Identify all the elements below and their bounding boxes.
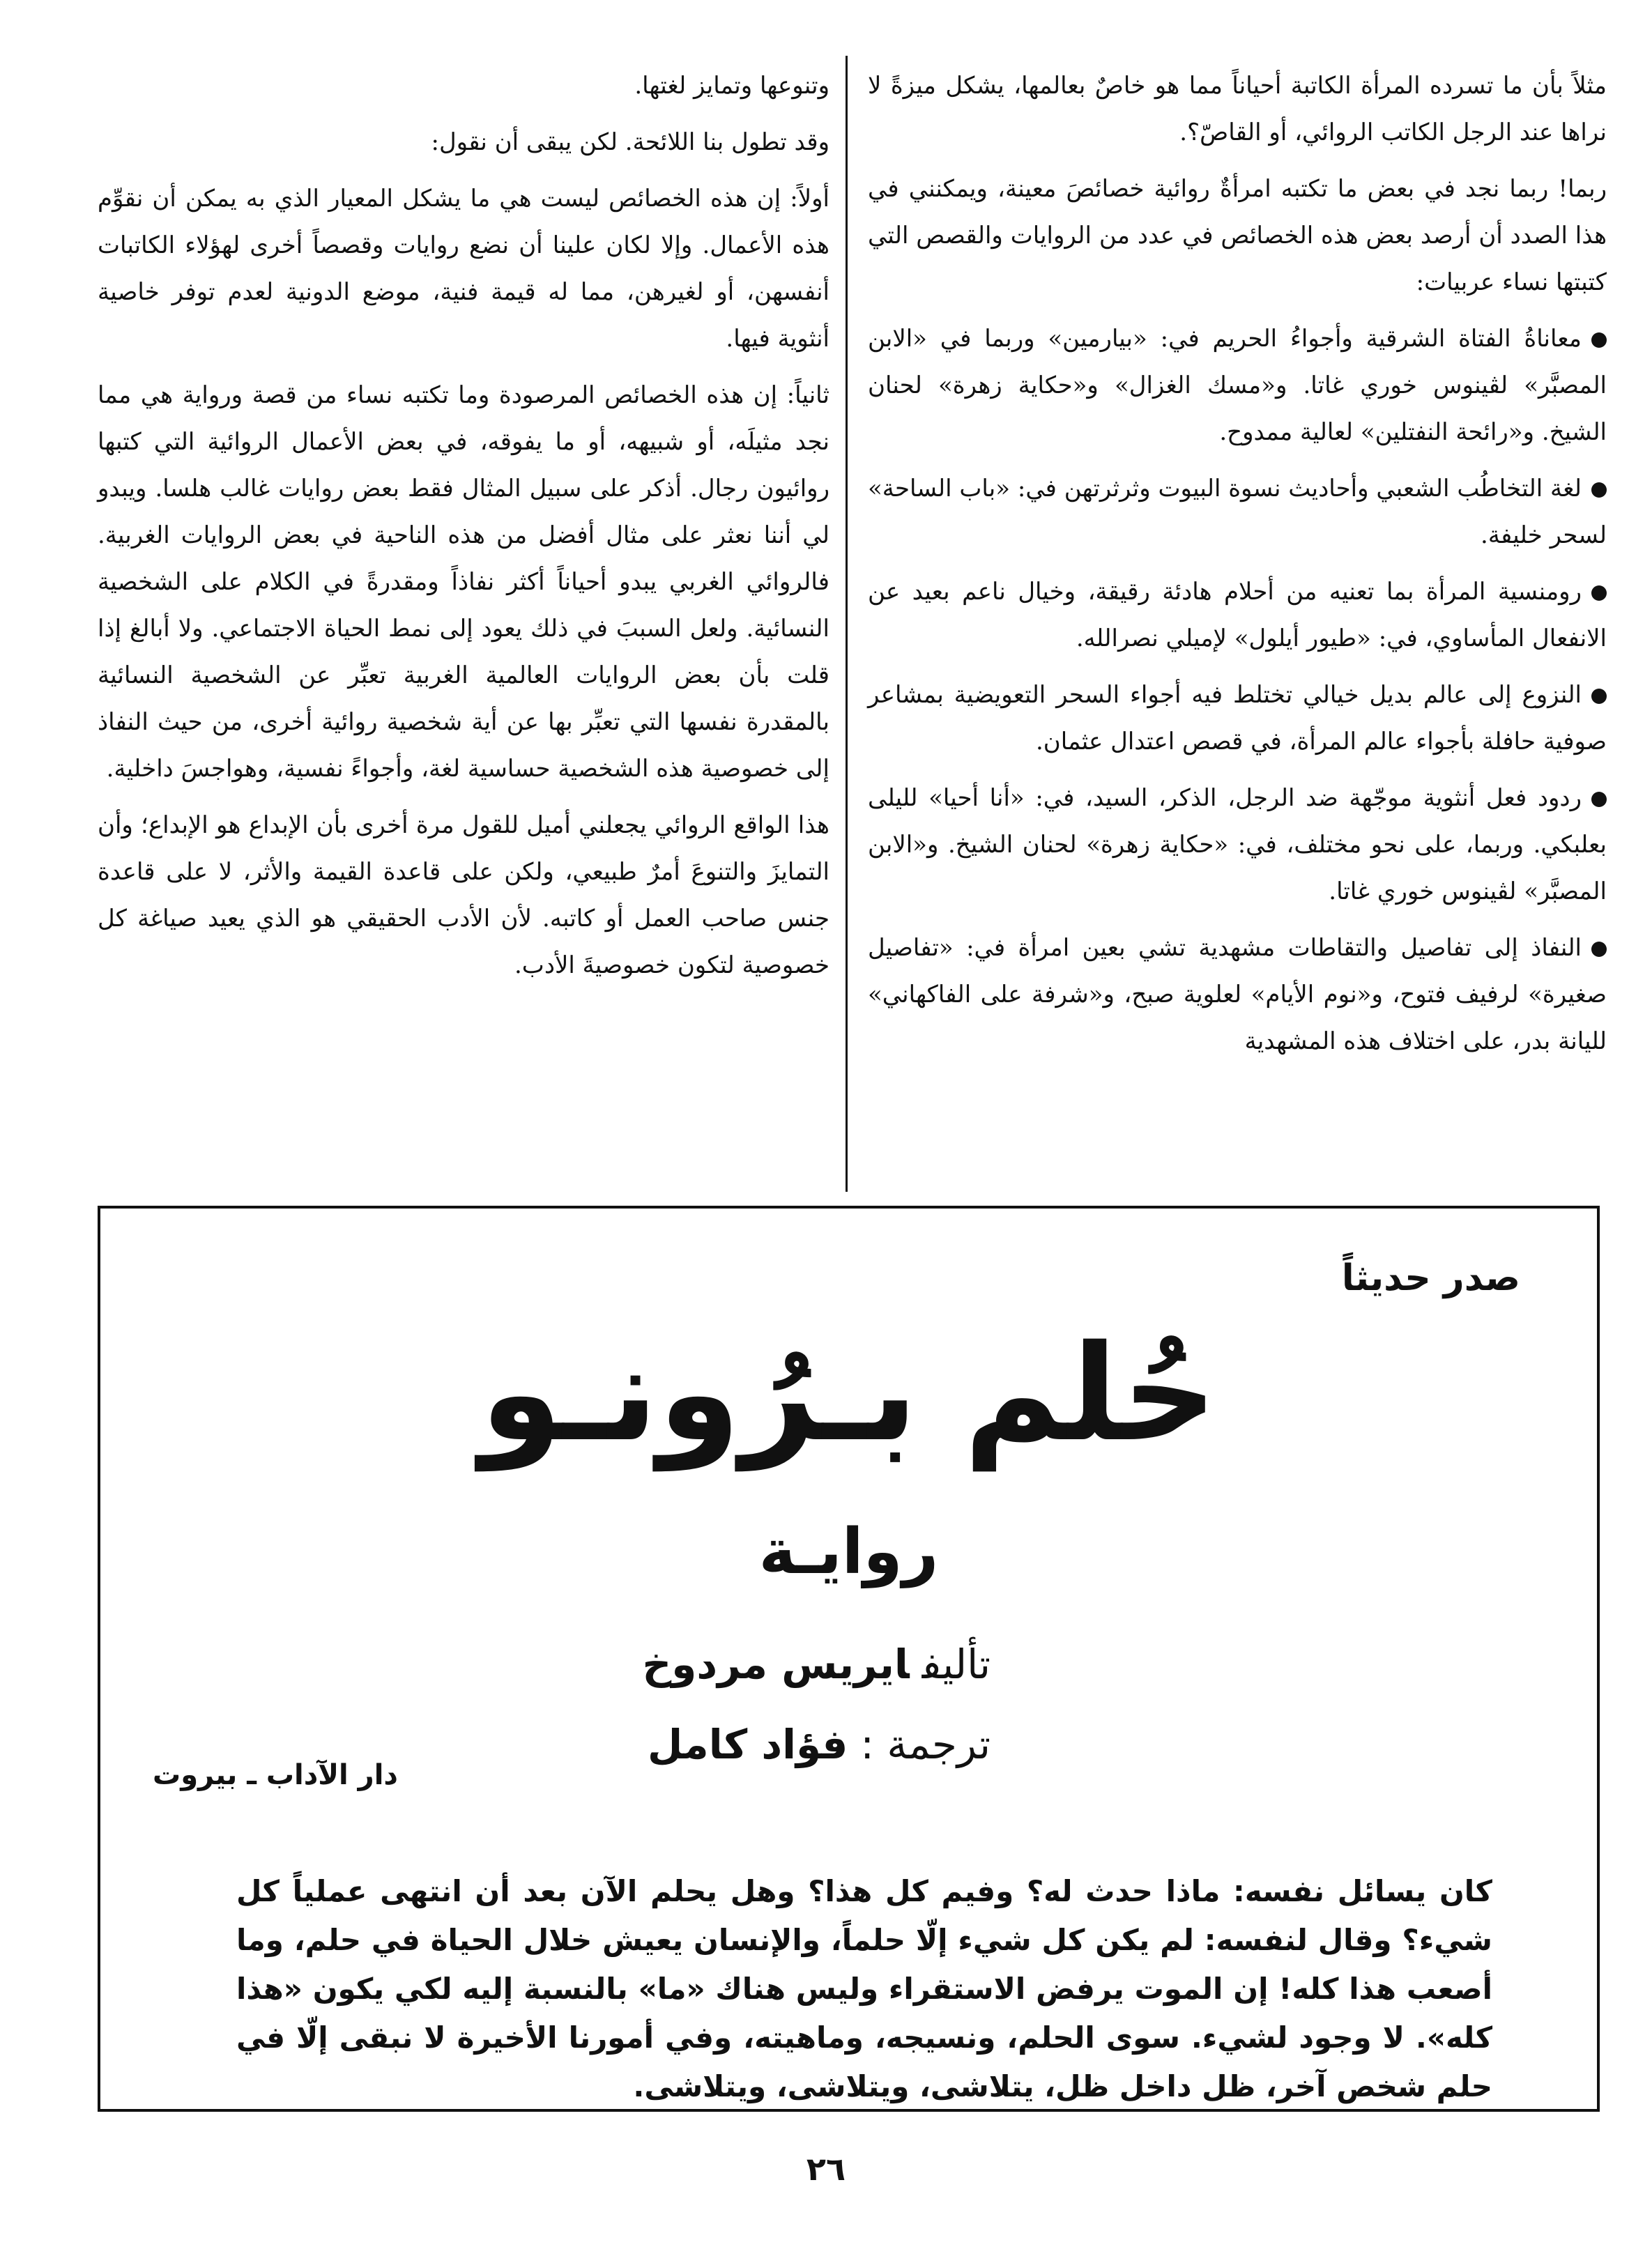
- translator-name: فؤاد كامل: [648, 1721, 848, 1768]
- right-text-column: [868, 63, 1607, 1075]
- left-text-column: [98, 63, 829, 999]
- left-paragraph-4: ثانياً: إن هذه الخصائص المرصودة وما تكتبه نساء من قصة ورواية هي مما نجد مثيلَه، أو شبيهه، أو ما يفوقه، في بعض الأعمال الروائية التي كتبها روائيون رجال. أذكر على سبيل المثال فقط بعض روايات غالب هلسا. ويبدو لي أننا نعثر على مثال أفضل من هذه الناحية في بعض الروايات الغربية. فالروائي الغربي يبدو أحياناً أكثر نفاذاً ومقدرةً في الكلام على الشخصية النسائية. ولعل السببَ في ذلك يعود إلى نمط الحياة الاجتماعي. ولا أبالغ إذا قلت بأن بعض الروايات العالمية الغربية تعبِّر عن الشخصية النسائية بالمقدرة نفسها التي تعبِّر بها عن أية شخصية روائية أخرى، من حيث النفاذ إلى خصوصية هذه الشخصية حساسية لغة، وأجواءً نفسية، وهواجسَ داخلية.: [98, 381, 829, 783]
- bullet-text: معاناةُ الفتاة الشرقية وأجواءُ الحريم في: «بيارمين» وربما في «الابن المصبَّر» لڤينوس خوري غاتا. و«مسك الغزال» و«حكاية زهرة» لحنان الشيخ. و«رائحة النفتلين» لعالية ممدوح.: [868, 325, 1607, 446]
- bullet-text: لغة التخاطُب الشعبي وأحاديث نسوة البيوت وثرثرتهن في: «باب الساحة» لسحر خليفة.: [868, 475, 1607, 549]
- bullet-text: ردود فعل أنثوية موجّهة ضد الرجل، الذكر، السيد، في: «أنا أحيا» لليلى بعلبكي. وربما، على نحو مختلف، في: «حكاية زهرة» لحنان الشيخ. و«الابن المصبَّر» لڤينوس خوري غاتا.: [868, 784, 1607, 905]
- author-credit: [642, 1641, 991, 1688]
- book-announcement-box: [98, 1206, 1600, 2112]
- bullet-dot-icon: [1591, 792, 1607, 807]
- bullet-text: النزوع إلى عالم بديل خيالي تختلط فيه أجواء السحر التعويضية بمشاعر صوفية حافلة بأجواء عالم المرأة، في قصص اعتدال عثمان.: [868, 681, 1607, 755]
- bullet-item: [868, 466, 1607, 559]
- bullet-item: [868, 775, 1607, 915]
- author-label: تأليف: [921, 1641, 991, 1688]
- bullet-item: [868, 569, 1607, 662]
- left-paragraph-2: وقد تطول بنا اللائحة. لكن يبقى أن نقول:: [431, 128, 829, 156]
- left-paragraph-5: هذا الواقع الروائي يجعلني أميل للقول مرة أخرى بأن الإبداع هو الإبداع؛ وأن التمايزَ والتنوعَ أمرٌ طبيعي، ولكن على قاعدة القيمة والأثر، لا على قاعدة جنس صاحب العمل أو كاتبه. لأن الأدب الحقيقي هو الذي يعيد صياغة كل خصوصية لتكون خصوصيةَ الأدب.: [98, 811, 829, 979]
- publisher: دار الآداب ـ بيروت: [153, 1759, 398, 1791]
- bullet-item: [868, 925, 1607, 1065]
- bullet-dot-icon: [1591, 585, 1607, 601]
- bullet-dot-icon: [1591, 942, 1607, 957]
- bullet-item: [868, 672, 1607, 765]
- bullet-dot-icon: [1591, 332, 1607, 348]
- bullet-text: رومنسية المرأة بما تعنيه من أحلام هادئة رقيقة، وخيال ناعم بعيد عن الانفعال المأساوي، في: «طيور أيلول» لإميلي نصرالله.: [868, 578, 1607, 652]
- bullet-item: [868, 316, 1607, 456]
- bullet-dot-icon: [1591, 482, 1607, 498]
- book-title: حُلم بـرُونـو: [480, 1317, 1218, 1471]
- column-divider: [846, 56, 848, 1192]
- right-intro-paragraph: مثلاً بأن ما تسرده المرأة الكاتبة أحياناً مما هو خاصٌ بعالمها، يشكل ميزةً لا نراها عند الرجل الكاتب الروائي، أو القاصّ؟.: [868, 72, 1607, 146]
- book-excerpt: كان يسائل نفسه: ماذا حدث له؟ وفيم كل هذا؟ وهل يحلم الآن بعد أن انتهى عملياً كل شيء؟ وقال لنفسه: لم يكن كل شيء إلّا حلماً، والإنسان يعيش خلال الحياة في حلم، وما أصعب هذا كله! إن الموت يرفض الاستقراء وليس هناك «ما» بالنسبة إليه لكي يكون «هذا كله». لا وجود لشيء. سوى الحلم، ونسيجه، وماهيته، وفي أمورنا الأخيرة لا نبقى إلّا في حلم شخص آخر، ظل داخل ظل، يتلاشى، ويتلاشى، ويتلاشى.: [236, 1874, 1492, 2103]
- book-genre: روايـة: [758, 1515, 939, 1588]
- page-number: ٢٦: [806, 2150, 846, 2188]
- left-paragraph-3: أولاً: إن هذه الخصائص ليست هي ما يشكل المعيار الذي به يمكن أن نقوِّم هذه الأعمال. وإلا لكان علينا أن نضع روايات وقصصاً أخرى لهؤلاء الكاتبات أنفسهن، أو لغيرهن، مما له قيمة فنية، موضع الدونية لعدم توفر خاصية أنثوية فيها.: [98, 185, 829, 353]
- left-paragraph-1: وتنوعها وتمايز لغتها.: [634, 72, 829, 100]
- ad-kicker: صدر حديثاً: [1341, 1257, 1520, 1299]
- bullet-dot-icon: [1591, 689, 1607, 704]
- translator-credit: [648, 1721, 991, 1768]
- bullet-text: النفاذ إلى تفاصيل والتقاطات مشهدية تشي بعين امرأة في: «تفاصيل صغيرة» لرفيف فتوح، و«نوم الأيام» لعلوية صبح، و«شرفة على الفاكهاني» لليانة بدر، على اختلاف هذه المشهدية: [868, 934, 1607, 1055]
- right-second-paragraph: ربما! ربما نجد في بعض ما تكتبه امرأةٌ روائية خصائصَ معينة، ويمكنني في هذا الصدد أن أرصد بعض هذه الخصائص في عدد من الروايات والقصص التي كتبتها نساء عربيات:: [868, 175, 1607, 296]
- translator-label: ترجمة :: [860, 1721, 991, 1768]
- author-name: ايريس مردوخ: [642, 1641, 910, 1688]
